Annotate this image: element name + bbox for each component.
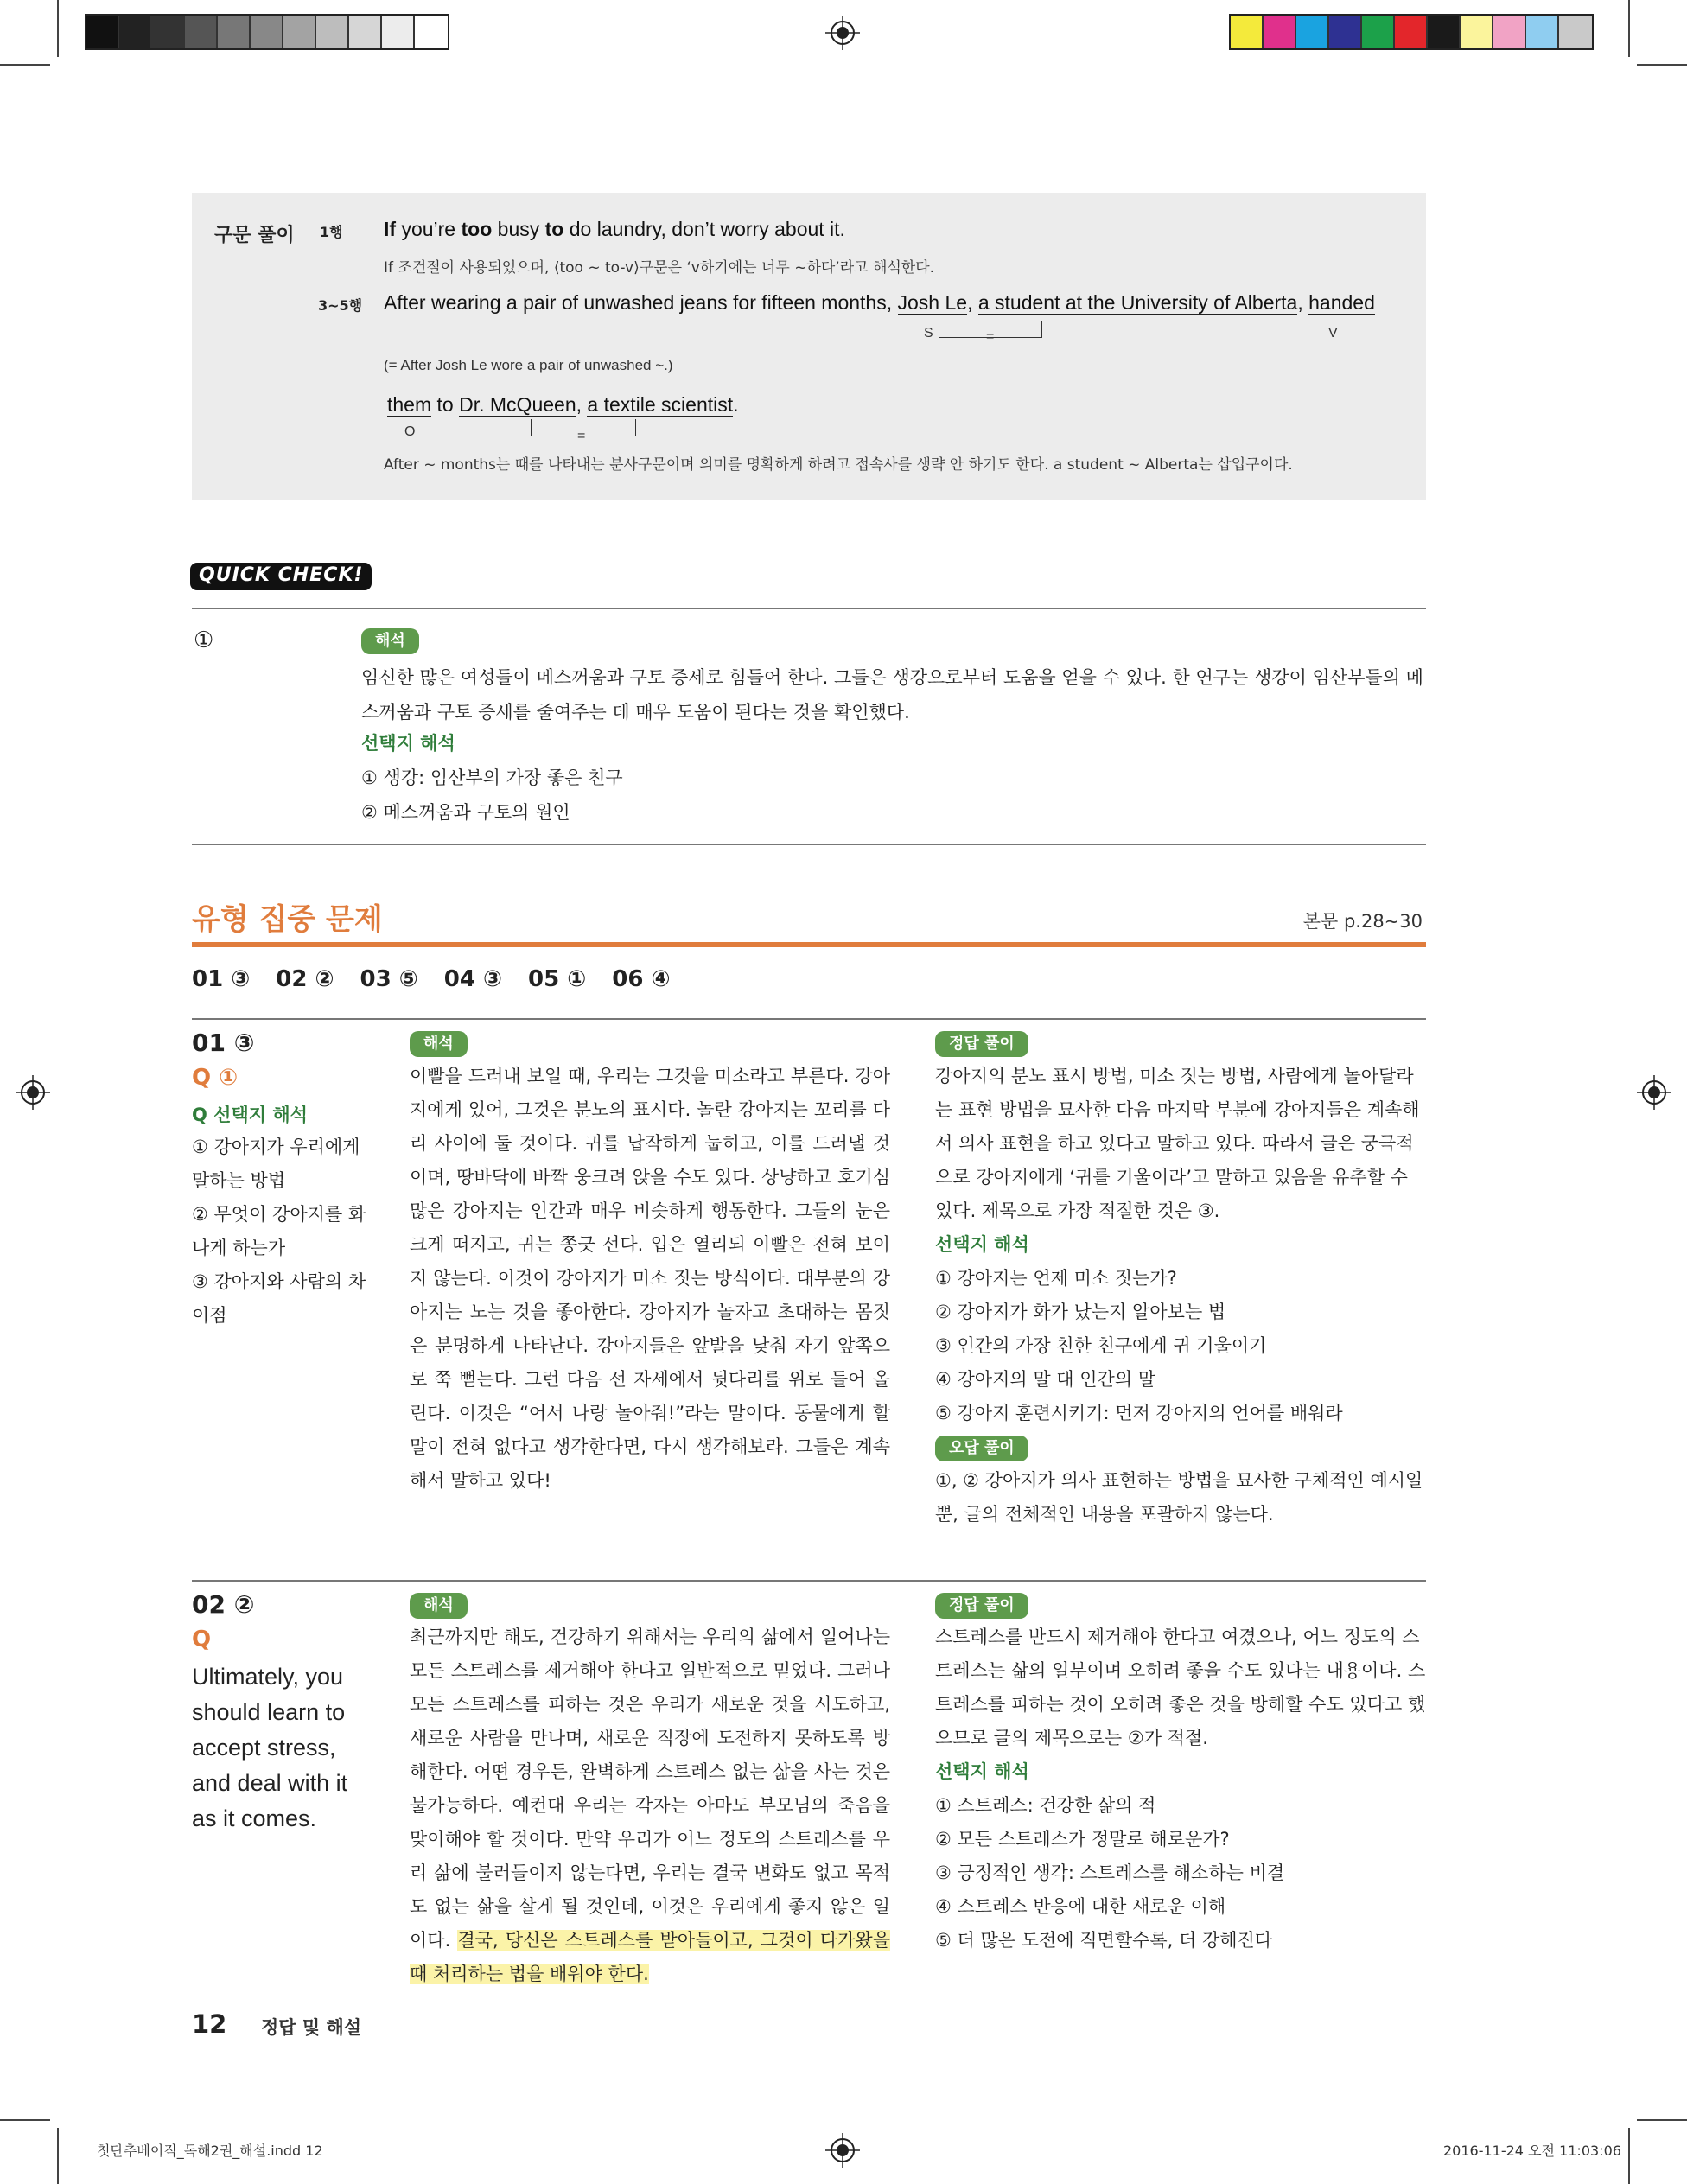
section-rule xyxy=(192,942,1426,947)
equal-tag: = xyxy=(577,429,586,443)
explanation-text: 강아지의 분노 표시 방법, 미소 짓는 방법, 사람에게 놀아달라는 표현 방법을 묘사한 다음 마지막 부분에 강아지들은 계속해서 의사 표현을 하고 있다고 말하고 있다. 따라서 글은 궁극적으로 강아지에게 ‘귀를 기울이라’고 말하고 있음을 유추할 수 있다. 제목으로 가장 적절한 것은 ③. xyxy=(935,1066,1420,1221)
line-number: 3~5행 xyxy=(318,297,363,314)
answer-key-item: 05 ① xyxy=(528,966,587,992)
divider xyxy=(192,1018,1426,1020)
color-swatch xyxy=(152,16,185,48)
choice-item: ② 강아지가 화가 났는지 알아보는 법 xyxy=(935,1302,1226,1322)
answer-explanation xyxy=(935,1620,1428,1958)
wrong-answer-text: ①, ② 강아지가 의사 표현하는 방법을 묘사한 구체적인 예시일 뿐, 글의 전체적인 내용을 포괄하지 않는다. xyxy=(935,1470,1423,1525)
quick-check-translation: 임신한 많은 여성들이 메스꺼움과 구토 증세로 힘들어 한다. 그들은 생강으로부터 도움을 얻을 수 있다. 한 연구는 생강이 임산부들의 메스꺼움과 구토 증세를 줄여주는 데 매우 도움이 된다는 것을 확인했다. xyxy=(361,667,1423,723)
grammar-paraphrase: (= After Josh Le wore a pair of unwashed ~.) xyxy=(384,357,673,373)
choice-item: ① 생강: 임산부의 가장 좋은 친구 xyxy=(361,767,623,788)
choice-item: ⑤ 강아지 훈련시키기: 먼저 강아지의 언어를 배워라 xyxy=(935,1403,1343,1423)
grammar-sentence-2: After wearing a pair of unwashed jeans for fifteen months, Josh Le, a student at the University of Alberta, handed xyxy=(384,291,1375,314)
q-choices-list xyxy=(192,1130,373,1333)
section-title: 유형 집중 문제 xyxy=(192,902,383,937)
crop-mark xyxy=(1637,2119,1687,2121)
indd-file-date: 2016-11-24 오전 11:03:06 xyxy=(1443,2143,1621,2159)
choice-item: ③ 긍정적인 생각: 스트레스를 해소하는 비결 xyxy=(935,1862,1285,1883)
color-swatch xyxy=(1329,16,1362,48)
translation-badge: 해석 xyxy=(410,1031,468,1057)
choice-item: ④ 스트레스 반응에 대한 새로운 이해 xyxy=(935,1896,1226,1917)
registration-mark-icon xyxy=(825,16,860,50)
divider xyxy=(192,1580,1426,1582)
color-swatch xyxy=(283,16,316,48)
q-answer: Q ① xyxy=(192,1065,239,1091)
choice-item: ④ 강아지의 말 대 인간의 말 xyxy=(935,1369,1156,1390)
choice-item: ③ 인간의 가장 친한 친구에게 귀 기울이기 xyxy=(935,1335,1267,1356)
grammar-sentence-3: them to Dr. McQueen, a textile scientist. xyxy=(387,393,739,416)
color-swatch xyxy=(1428,16,1461,48)
color-swatch xyxy=(1559,16,1592,48)
process-color-bar xyxy=(1229,14,1594,50)
page-label: 정답 및 해설 xyxy=(261,2017,362,2038)
crop-mark xyxy=(57,2128,59,2184)
problem-number: 02 ② xyxy=(192,1590,255,1619)
color-swatch xyxy=(1264,16,1296,48)
choices-title: 선택지 해석 xyxy=(361,733,455,754)
choice-item: ② 모든 스트레스가 정말로 해로운가? xyxy=(935,1829,1230,1850)
answer-key-item: 06 ④ xyxy=(612,966,671,992)
page-number: 12 xyxy=(192,2009,227,2039)
highlighted-sentence: 결국, 당신은 스트레스를 받아들이고, 그것이 다가왔을 때 처리하는 법을 배워야 한다. xyxy=(410,1930,890,1984)
color-swatch xyxy=(1296,16,1329,48)
indd-file-name: 첫단추베이직_독해2권_해설.indd 12 xyxy=(97,2143,323,2159)
registration-mark-icon xyxy=(1637,1075,1671,1110)
line-number: 1행 xyxy=(320,224,343,240)
crop-mark xyxy=(0,2119,50,2121)
choices-title: 선택지 해석 xyxy=(935,1234,1029,1255)
page-reference: 본문 p.28~30 xyxy=(1302,911,1423,932)
answer-key-item: 03 ⑤ xyxy=(360,966,418,992)
answer-key-row xyxy=(192,966,671,992)
explanation-text: 스트레스를 반드시 제거해야 한다고 여겼으나, 어느 정도의 스트레스는 삶의 일부이며 오히려 좋을 수도 있다는 내용이다. 스트레스를 피하는 것이 오히려 좋은 것을 방해할 수도 있다고 했으므로 글의 제목으로는 ②가 적절. xyxy=(935,1627,1426,1748)
color-swatch xyxy=(86,16,119,48)
translation-badge: 해석 xyxy=(361,628,419,654)
verb-tag: V xyxy=(1328,326,1338,341)
color-swatch xyxy=(415,16,448,48)
crop-mark xyxy=(1628,2128,1630,2184)
choice-item: ① 강아지가 우리에게 말하는 방법 xyxy=(192,1137,360,1191)
translation-badge: 해석 xyxy=(410,1593,468,1619)
wrong-answer-badge: 오답 풀이 xyxy=(935,1436,1028,1461)
color-swatch xyxy=(382,16,415,48)
crop-mark xyxy=(1628,0,1630,57)
answer-key-item: 01 ③ xyxy=(192,966,251,992)
passage-translation: 이빨을 드러내 보일 때, 우리는 그것을 미소라고 부른다. 강아지에게 있어, 그것은 분노의 표시다. 놀란 강아지는 꼬리를 다리 사이에 둘 것이다. 귀를 납작하게 눕히고, 이를 드러낼 것이며, 땅바닥에 바짝 웅크려 앉을 수도 있다. 상냥하고 호기심 많은 강아지는 인간과 매우 비슷하게 행동한다. 그들의 눈은 크게 떠지고, 귀는 쫑긋 선다. 입은 열리되 이빨은 전혀 보이지 않는다. 이것이 강아지가 미소 짓는 방식이다. 대부분의 강아지는 노는 것을 좋아한다. 강아지가 놀자고 초대하는 몸짓은 분명하게 나타난다. 강아지들은 앞발을 낮춰 자기 앞쪽으로 쭉 뻗는다. 그런 다음 선 자세에서 뒷다리를 위로 들어 올린다. 이것은 “어서 나랑 놀아줘!”라는 말이다. 동물에게 할 말이 전혀 없다고 생각한다면, 다시 생각해보라. 그들은 계속해서 말하고 있다! xyxy=(410,1066,890,1491)
registration-mark-icon xyxy=(825,2133,860,2168)
grammar-note-1: If 조건절이 사용되었으며, ⟨too ~ to-v⟩구문은 ‘v하기에는 너무 ~하다’라고 해석한다. xyxy=(384,259,935,277)
color-swatch xyxy=(218,16,251,48)
divider xyxy=(192,844,1426,845)
q-label: Q xyxy=(192,1627,212,1652)
crop-mark xyxy=(0,64,50,66)
grammar-label: 구문 풀이 xyxy=(214,225,295,246)
gray-color-bar xyxy=(85,14,449,50)
color-swatch xyxy=(119,16,152,48)
quick-check-answer: ① xyxy=(194,627,214,653)
passage-translation: 최근까지만 해도, 건강하기 위해서는 우리의 삶에서 일어나는 모든 스트레스를 제거해야 한다고 일반적으로 믿었다. 그러나 모든 스트레스를 피하는 것은 우리가 새로운 것을 시도하고, 새로운 사람을 만나며, 새로운 직장에 도전하지 못하도록 방해한다. 어떤 경우든, 완벽하게 스트레스 없는 삶을 사는 것은 불가능하다. 예컨대 우리는 각자는 아마도 부모님의 죽음을 맞이해야 할 것이다. 만약 우리가 어느 정도의 스트레스를 우리 삶에 불러들이지 않는다면, 우리는 결국 변화도 없고 목적도 없는 삶을 살게 될 것인데, 이것은 우리에게 좋지 않은 일이다. 결국, 당신은 스트레스를 받아들이고, 그것이 다가왔을 때 처리하는 법을 배워야 한다. xyxy=(410,1627,890,1984)
grammar-sentence-1: If you’re too busy to do laundry, don’t worry about it. xyxy=(384,218,845,240)
crop-mark xyxy=(1637,64,1687,66)
quick-check-logo: QUICK CHECK! xyxy=(190,563,372,590)
color-swatch xyxy=(1395,16,1428,48)
crop-mark xyxy=(57,0,59,57)
answer-explanation-badge: 정답 풀이 xyxy=(935,1031,1028,1057)
grammar-explanation-box xyxy=(192,193,1426,500)
subject-tag: S xyxy=(924,326,933,341)
choice-item: ② 무엇이 강아지를 화나게 하는가 xyxy=(192,1204,366,1258)
registration-mark-icon xyxy=(16,1075,50,1110)
choice-item: ① 스트레스: 건강한 삶의 적 xyxy=(935,1795,1156,1816)
q-choices-title: Q 선택지 해석 xyxy=(192,1105,308,1125)
answer-explanation xyxy=(935,1060,1428,1531)
color-swatch xyxy=(349,16,382,48)
q-english-answer: Ultimately, you should learn to accept stress, and deal with it as it comes. xyxy=(192,1664,348,1831)
choices-title: 선택지 해석 xyxy=(935,1761,1029,1782)
color-swatch xyxy=(316,16,349,48)
choice-item: ② 메스꺼움과 구토의 원인 xyxy=(361,802,570,823)
color-swatch xyxy=(1362,16,1395,48)
choice-item: ① 강아지는 언제 미소 짓는가? xyxy=(935,1268,1177,1289)
color-swatch xyxy=(1526,16,1559,48)
color-swatch xyxy=(185,16,218,48)
answer-key-item: 02 ② xyxy=(276,966,334,992)
problem-number: 01 ③ xyxy=(192,1028,255,1057)
color-swatch xyxy=(1231,16,1264,48)
answer-explanation-badge: 정답 풀이 xyxy=(935,1593,1028,1619)
object-tag: O xyxy=(404,424,416,439)
equal-tag: = xyxy=(986,329,995,344)
answer-key-item: 04 ③ xyxy=(443,966,502,992)
grammar-note-2: After ~ months는 때를 나타내는 분사구문이며 의미를 명확하게 하려고 접속사를 생략 안 하기도 한다. a student ~ Alberta는 삽입구이다. xyxy=(384,456,1293,474)
color-swatch xyxy=(1493,16,1526,48)
choice-item: ③ 강아지와 사람의 차이점 xyxy=(192,1271,366,1326)
color-swatch xyxy=(251,16,283,48)
color-swatch xyxy=(1461,16,1493,48)
choice-item: ⑤ 더 많은 도전에 직면할수록, 더 강해진다 xyxy=(935,1930,1273,1951)
divider xyxy=(192,608,1426,609)
